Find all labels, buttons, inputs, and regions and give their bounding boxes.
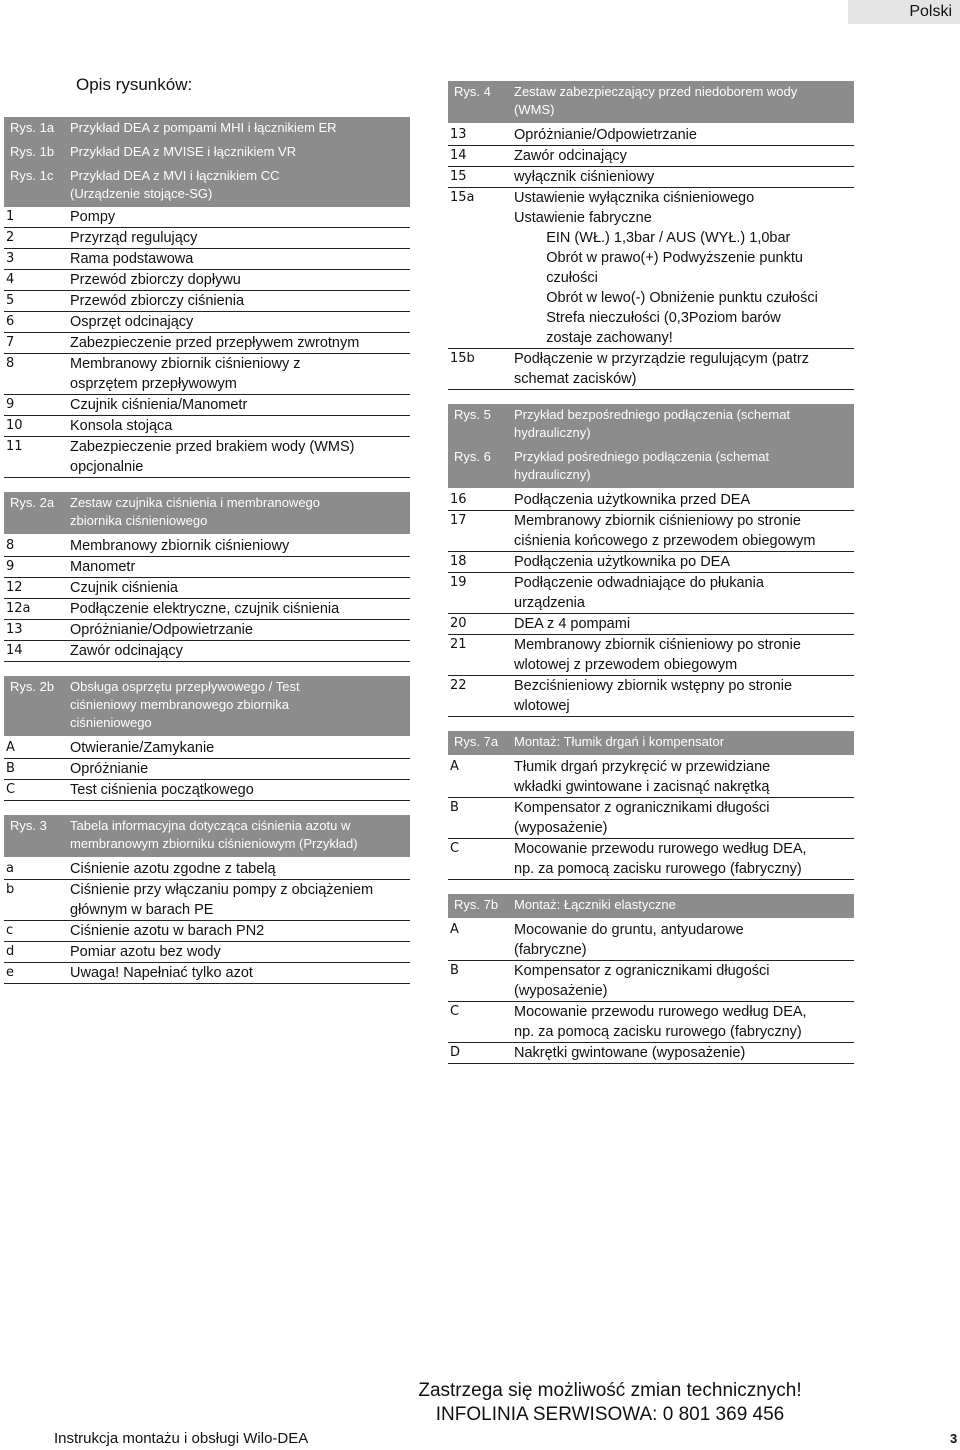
legend-key: 22 [450, 678, 467, 693]
text-line: wlotowej z przewodem obiegowym [514, 657, 738, 673]
legend-key: 9 [6, 559, 15, 574]
figure-caption [70, 143, 296, 161]
legend-key: D [450, 1045, 461, 1060]
legend-row [448, 511, 854, 552]
legend-row [448, 146, 854, 167]
legend-text [70, 780, 254, 800]
figure-label: Rys. 1c [10, 168, 54, 183]
text-line: Tabela informacyjna dotycząca ciśnienia azotu w [70, 818, 351, 833]
legend-row [4, 312, 410, 333]
legend-key: 13 [450, 127, 467, 142]
legend-text [70, 738, 214, 758]
text-line: Bezciśnieniowy zbiornik wstępny po stronie [514, 678, 793, 694]
text-line: np. za pomocą zacisku rurowego (fabryczny) [514, 861, 802, 877]
legend-text [70, 354, 300, 394]
legend-row [4, 416, 410, 437]
legend-key: 5 [6, 293, 15, 308]
legend-row [448, 614, 854, 635]
text-line: Mocowanie do gruntu, antyudarowe [514, 922, 744, 938]
text-line: Membranowy zbiornik ciśnieniowy po stronie [514, 637, 801, 653]
legend-key: C [6, 782, 16, 797]
figure-header [448, 446, 854, 488]
text-line: Opróżnianie/Odpowietrzanie [70, 622, 253, 638]
legend-key: 2 [6, 230, 15, 245]
text-line: czułości [514, 270, 598, 286]
legend-text [514, 1043, 745, 1063]
figure-caption [70, 167, 280, 203]
legend-key: 4 [6, 272, 15, 287]
text-line: Montaż: Łączniki elastyczne [514, 897, 676, 912]
legend-key: 20 [450, 616, 467, 631]
legend-row [448, 349, 854, 390]
legend-key: d [6, 944, 15, 959]
legend-text [70, 207, 115, 227]
figure-caption [514, 406, 790, 442]
legend-text [514, 490, 750, 510]
legend-key: 15 [450, 169, 467, 184]
text-line: Podłączenia użytkownika przed DEA [514, 492, 751, 508]
legend-key: A [450, 759, 459, 774]
legend-text [70, 333, 359, 353]
text-line: Zestaw zabezpieczający przed niedoborem wody [514, 84, 798, 99]
legend-text [514, 757, 770, 797]
legend-key: 9 [6, 397, 15, 412]
text-line: zostaje zachowany! [514, 330, 673, 346]
legend-row [4, 599, 410, 620]
text-line: Mocowanie przewodu rurowego według DEA, [514, 841, 807, 857]
legend-row [4, 249, 410, 270]
text-line: EIN (WŁ.) 1,3bar / AUS (WYŁ.) 1,0bar [514, 230, 791, 246]
text-line: Przewód zbiorczy dopływu [70, 272, 241, 288]
legend-text [70, 942, 221, 962]
legend-text [70, 859, 276, 879]
legend-row [448, 125, 854, 146]
legend-text [70, 620, 253, 640]
legend-text [514, 552, 730, 572]
text-line: Przykład DEA z MVISE i łącznikiem VR [70, 144, 297, 159]
text-line: np. za pomocą zacisku rurowego (fabryczny) [514, 1024, 802, 1040]
text-line: Strefa nieczułości (0,3Poziom barów [514, 310, 781, 326]
text-line: hydrauliczny) [514, 467, 591, 482]
legend-row [4, 578, 410, 599]
text-line: (WMS) [514, 102, 555, 117]
text-line: Tłumik drgań przykręcić w przewidziane [514, 759, 771, 775]
figure-label: Rys. 1b [10, 144, 55, 159]
legend-row [448, 635, 854, 676]
legend-key: C [450, 841, 460, 856]
text-line: zbiornika ciśnieniowego [70, 513, 208, 528]
text-line: (wyposażenie) [514, 983, 608, 999]
text-line: Opróżnianie/Odpowietrzanie [514, 127, 697, 143]
legend-row [4, 759, 410, 780]
legend-text [70, 536, 289, 556]
figure-header [4, 141, 410, 165]
legend-row [448, 552, 854, 573]
legend-key: 8 [6, 356, 15, 371]
text-line: Przewód zbiorczy ciśnienia [70, 293, 245, 309]
legend-text [514, 839, 807, 879]
text-line: Konsola stojąca [70, 418, 173, 434]
legend-row [4, 620, 410, 641]
text-line: Rama podstawowa [70, 251, 194, 267]
text-line: Ciśnienie przy włączaniu pompy z obciążeniem [70, 882, 374, 898]
legend-row [4, 738, 410, 759]
footer-manual-title: Instrukcja montażu i obsługi Wilo-DEA [54, 1430, 309, 1447]
text-line: Zawór odcinający [70, 643, 183, 659]
legend-key: 3 [6, 251, 15, 266]
figure-label: Rys. 3 [10, 818, 47, 833]
text-line: Uwaga! Napełniać tylko azot [70, 965, 253, 981]
legend-text [514, 798, 770, 838]
text-line: Zawór odcinający [514, 148, 627, 164]
legend-text [70, 578, 178, 598]
legend-text [70, 312, 193, 332]
figure-header [4, 117, 410, 141]
text-line: membranowym zbiorniku ciśnieniowym (Przykład) [70, 836, 358, 851]
legend-text [70, 880, 373, 920]
figure-caption [514, 83, 797, 119]
legend-key: 12a [6, 601, 31, 616]
legend-row [448, 490, 854, 511]
legend-text [514, 635, 801, 675]
text-line: urządzenia [514, 595, 585, 611]
text-line: Zabezpieczenie przed przepływem zwrotnym [70, 335, 360, 351]
legend-key: B [6, 761, 15, 776]
legend-text [514, 349, 809, 389]
text-line: Pompy [70, 209, 116, 225]
figure-header [448, 894, 854, 918]
text-line: wkładki gwintowane i zacisnąć nakrętką [514, 779, 770, 795]
legend-text [514, 167, 654, 187]
legend-text [514, 614, 630, 634]
legend-text [514, 146, 627, 166]
legend-key: 16 [450, 492, 467, 507]
figure-header [448, 731, 854, 755]
figure-caption [514, 448, 769, 484]
text-line: Obsługa osprzętu przepływowego / Test [70, 679, 300, 694]
figure-label: Rys. 6 [454, 449, 491, 464]
legend-row [4, 333, 410, 354]
figure-header [4, 676, 410, 736]
text-line: osprzętem przepływowym [70, 376, 237, 392]
legend-text [70, 416, 172, 436]
text-line: Podłączenia użytkownika po DEA [514, 554, 731, 570]
legend-key: 1 [6, 209, 15, 224]
text-line: Przykład DEA z MVI i łącznikiem CC [70, 168, 280, 183]
text-line: Montaż: Tłumik drgań i kompensator [514, 734, 725, 749]
legend-row [4, 942, 410, 963]
text-line: (fabryczne) [514, 942, 587, 958]
legend-row [4, 437, 410, 478]
legend-row [4, 859, 410, 880]
legend-key: 15b [450, 351, 475, 366]
text-line: Ustawienie fabryczne [514, 210, 652, 226]
text-line: Podłączenie odwadniające do płukania [514, 575, 764, 591]
figure-label: Rys. 2a [10, 495, 55, 510]
legend-key: A [6, 740, 15, 755]
legend-text [70, 228, 197, 248]
legend-key: B [450, 963, 459, 978]
legend-key: c [6, 923, 14, 938]
text-line: Przyrząd regulujący [70, 230, 198, 246]
text-line: Membranowy zbiornik ciśnieniowy [70, 538, 290, 554]
text-line: Osprzęt odcinający [70, 314, 194, 330]
text-line: ciśnieniowy membranowego zbiornika [70, 697, 289, 712]
text-line: Podłączenie elektryczne, czujnik ciśnienia [70, 601, 340, 617]
legend-row [4, 921, 410, 942]
text-line: Zestaw czujnika ciśnienia i membranowego [70, 495, 321, 510]
text-line: Opróżnianie [70, 761, 149, 777]
legend-row [448, 167, 854, 188]
legend-key: 8 [6, 538, 15, 553]
legend-text [514, 920, 744, 960]
legend-row [4, 641, 410, 662]
legend-text [70, 437, 354, 477]
text-line: Membranowy zbiornik ciśnieniowy z [70, 356, 301, 372]
legend-key: 14 [450, 148, 467, 163]
legend-row [4, 354, 410, 395]
figure-header [4, 492, 410, 534]
legend-key: 15a [450, 190, 475, 205]
text-line: Manometr [70, 559, 136, 575]
figure-caption [70, 494, 320, 530]
legend-text [70, 759, 148, 779]
figure-caption [514, 896, 676, 914]
section-title: Opis rysunków: [76, 75, 193, 94]
legend-text [514, 573, 764, 613]
text-line: Przykład pośredniego podłączenia (schemat [514, 449, 770, 464]
figure-header [4, 165, 410, 207]
legend-row [448, 920, 854, 961]
text-line: ciśnieniowego [70, 715, 152, 730]
text-line: Test ciśnienia początkowego [70, 782, 254, 798]
text-line: Ciśnienie azotu w barach PN2 [70, 923, 265, 939]
text-line: Kompensator z ogranicznikami długości [514, 963, 770, 979]
footer-notice: Zastrzega się możliwość zmian technicznych! [418, 1380, 802, 1401]
legend-row [4, 270, 410, 291]
legend-text [70, 395, 247, 415]
page-number: 3 [950, 1431, 958, 1446]
legend-key: 13 [6, 622, 23, 637]
legend-key: 18 [450, 554, 467, 569]
text-line: Przykład DEA z pompami MHI i łącznikiem ER [70, 120, 337, 135]
text-line: Kompensator z ogranicznikami długości [514, 800, 770, 816]
legend-row [448, 188, 854, 349]
figure-caption [70, 119, 337, 137]
legend-row [448, 961, 854, 1002]
text-line: Obrót w lewo(-) Obniżenie punktu czułości [514, 290, 818, 306]
legend-text [514, 676, 792, 716]
figure-caption [70, 678, 300, 732]
legend-key: 12 [6, 580, 23, 595]
footer-hotline: INFOLINIA SERWISOWA: 0 801 369 456 [435, 1404, 785, 1425]
text-line: Ustawienie wyłącznika ciśnieniowego [514, 190, 755, 206]
legend-row [4, 536, 410, 557]
legend-key: 17 [450, 513, 467, 528]
legend-row [448, 676, 854, 717]
figure-header [448, 404, 854, 446]
text-line: Podłączenie w przyrządzie regulującym (patrz [514, 351, 809, 367]
legend-key: 6 [6, 314, 15, 329]
legend-text [514, 188, 818, 348]
legend-key: e [6, 965, 14, 980]
legend-text [70, 291, 244, 311]
legend-text [514, 961, 770, 1001]
figure-label: Rys. 2b [10, 679, 55, 694]
text-line: Mocowanie przewodu rurowego według DEA, [514, 1004, 807, 1020]
language-label: Polski [848, 0, 960, 24]
figure-label: Rys. 1a [10, 120, 55, 135]
figure-label: Rys. 7b [454, 897, 499, 912]
text-line: Przykład bezpośredniego podłączenia (schemat [514, 407, 791, 422]
legend-key: a [6, 861, 14, 876]
figure-label: Rys. 7a [454, 734, 499, 749]
legend-row [4, 207, 410, 228]
figure-label: Rys. 5 [454, 407, 491, 422]
text-line: Otwieranie/Zamykanie [70, 740, 215, 756]
legend-row [4, 963, 410, 984]
legend-key: 10 [6, 418, 23, 433]
legend-key: 11 [6, 439, 23, 454]
figure-caption [514, 733, 724, 751]
legend-text [70, 270, 241, 290]
legend-row [448, 839, 854, 880]
text-line: DEA z 4 pompami [514, 616, 631, 632]
legend-key: C [450, 1004, 460, 1019]
text-line: opcjonalnie [70, 459, 144, 475]
legend-row [4, 228, 410, 249]
legend-text [70, 641, 183, 661]
legend-text [514, 511, 815, 551]
legend-row [448, 757, 854, 798]
legend-row [448, 1043, 854, 1064]
text-line: Nakrętki gwintowane (wyposażenie) [514, 1045, 746, 1061]
figure-label: Rys. 4 [454, 84, 491, 99]
text-line: wyłącznik ciśnieniowy [514, 169, 655, 185]
text-line: schemat zacisków) [514, 371, 637, 387]
text-line: głównym w barach PE [70, 902, 214, 918]
text-line: Ciśnienie azotu zgodne z tabelą [70, 861, 276, 877]
figure-caption [70, 817, 358, 853]
figure-header [4, 815, 410, 857]
legend-key: 19 [450, 575, 467, 590]
text-line: Czujnik ciśnienia [70, 580, 178, 596]
legend-text [70, 557, 135, 577]
text-line: Zabezpieczenie przed brakiem wody (WMS) [70, 439, 355, 455]
legend-text [70, 249, 193, 269]
legend-row [448, 798, 854, 839]
text-line: Obrót w prawo(+) Podwyższenie punktu [514, 250, 803, 266]
legend-text [514, 125, 697, 145]
legend-row [4, 395, 410, 416]
legend-row [4, 557, 410, 578]
text-line: (Urządzenie stojące-SG) [70, 186, 213, 201]
legend-text [70, 599, 339, 619]
legend-row [4, 291, 410, 312]
legend-key: b [6, 882, 15, 897]
legend-row [448, 573, 854, 614]
text-line: wlotowej [514, 698, 570, 714]
text-line: Membranowy zbiornik ciśnieniowy po stronie [514, 513, 801, 529]
legend-row [4, 780, 410, 801]
legend-row [4, 880, 410, 921]
legend-key: 14 [6, 643, 23, 658]
text-line: Czujnik ciśnienia/Manometr [70, 397, 248, 413]
text-line: Pomiar azotu bez wody [70, 944, 221, 960]
legend-text [70, 963, 253, 983]
legend-row [448, 1002, 854, 1043]
legend-text [514, 1002, 807, 1042]
figure-header [448, 81, 854, 123]
legend-key: 21 [450, 637, 467, 652]
legend-key: 7 [6, 335, 15, 350]
text-line: hydrauliczny) [514, 425, 591, 440]
legend-key: B [450, 800, 459, 815]
text-line: (wyposażenie) [514, 820, 608, 836]
legend-text [70, 921, 264, 941]
legend-key: A [450, 922, 459, 937]
text-line: ciśnienia końcowego z przewodem obiegowym [514, 533, 816, 549]
